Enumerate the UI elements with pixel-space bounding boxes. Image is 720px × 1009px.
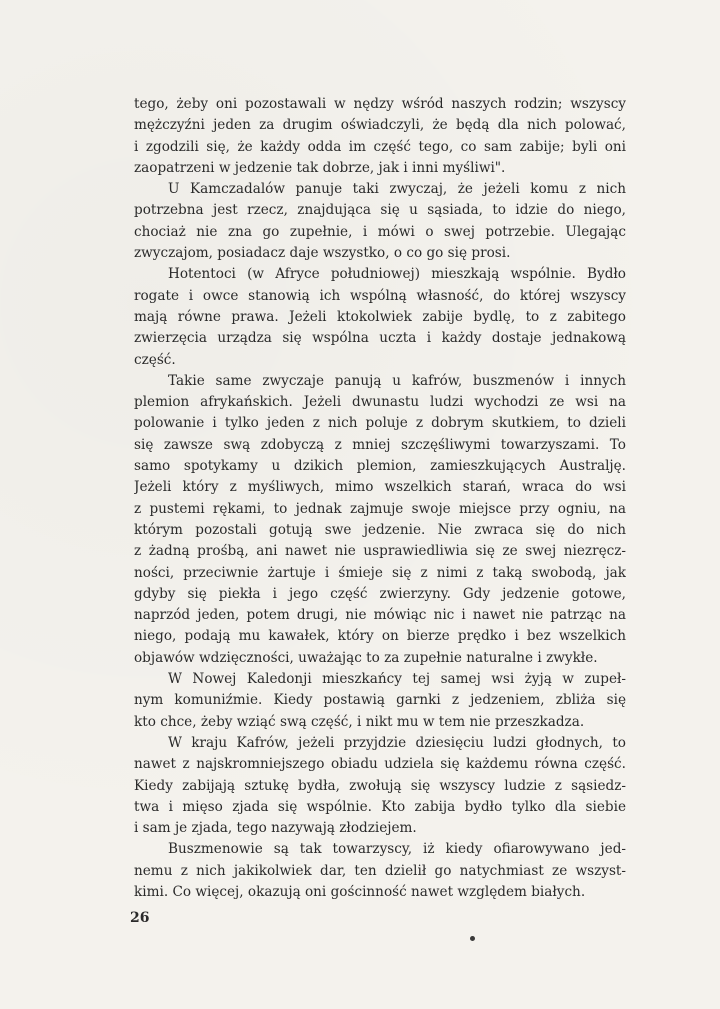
paragraph — [134, 733, 626, 839]
text-line: i zgodzili się, że każdy odda im część tego, co sam zabije; byli oni — [134, 138, 626, 155]
text-line: rogate i owce stanowią ich wspólną własność, do której wszyscy — [134, 287, 626, 304]
text-line: Jeżeli który z myśliwych, mimo wszelkich starań, wraca do wsi — [134, 479, 626, 496]
text-line: gdyby się piekła i jego część zwierzyny. Gdy jedzenie gotowe, — [134, 585, 626, 602]
text-line: nawet z najskromniejszego obiadu udziela się każdemu równa część. — [134, 756, 626, 773]
text-line: naprzód jeden, potem drugi, nie mówiąc nic i nawet nie patrząc na — [134, 607, 626, 624]
text-line: mają równe prawa. Jeżeli ktokolwiek zabije bydlę, to z zabitego — [134, 308, 626, 325]
text-line: twa i mięso zjada się wspólnie. Kto zabija bydło tylko dla siebie — [134, 798, 626, 815]
text-line: się zawsze swą zdobyczą z mniej szczęśliwymi towarzyszami. To — [134, 436, 626, 453]
text-line: nym komuniźmie. Kiedy postawią garnki z jedzeniem, zbliża się — [134, 692, 626, 709]
text-line: plemion afrykańskich. Jeżeli dwunastu ludzi wychodzi ze wsi na — [134, 394, 626, 411]
paragraph — [134, 669, 626, 733]
text-line: część. — [134, 351, 176, 368]
text-line: chociaż nie zna go zupełnie, i mówi o swej potrzebie. Ulegając — [134, 223, 626, 240]
text-line: objawów wdzięczności, uważając to za zupełnie naturalne i zwykłe. — [134, 649, 598, 666]
text-line: nemu z nich jakikolwiek dar, ten dzielił go natychmiast ze wszyst- — [134, 862, 626, 879]
paragraph — [134, 839, 626, 903]
text-line: W kraju Kafrów, jeżeli przyjdzie dziesięciu ludzi głodnych, to — [168, 734, 626, 751]
text-line: U Kamczadalów panuje taki zwyczaj, że jeżeli komu z nich — [168, 181, 626, 198]
text-line: potrzebna jest rzecz, znajdująca się u sąsiada, to idzie do niego, — [134, 202, 626, 219]
paragraph — [134, 371, 626, 669]
paragraph — [134, 264, 626, 370]
text-line: którym pozostali gotują swe jedzenie. Nie zwraca się do nich — [134, 521, 626, 538]
text-line: zwierzęcia urządza się wspólna uczta i każdy dostaje jednakową — [134, 330, 626, 347]
text-line: tego, żeby oni pozostawali w nędzy wśród naszych rodzin; wszyscy — [134, 96, 626, 112]
text-line: Hotentoci (w Afryce południowej) mieszkają wspólnie. Bydło — [168, 266, 626, 283]
text-line: kto chce, żeby wziąć swą część, i nikt mu w tem nie przeszkadza. — [134, 713, 585, 730]
text-line: Buszmenowie są tak towarzyscy, iż kiedy ofiarowywano jed- — [168, 841, 626, 858]
text-line: Kiedy zabijają sztukę bydła, zwołują się wszyscy ludzie z sąsiedz- — [134, 777, 626, 794]
body-text — [134, 94, 626, 903]
text-line: zwyczajom, posiadacz daje wszystko, o co go się prosi. — [134, 245, 511, 262]
text-line: ności, przeciwnie żartuje i śmieje się z nimi z taką swobodą, jak — [134, 564, 626, 581]
paragraph — [134, 94, 626, 179]
text-line: W Nowej Kaledonji mieszkańcy tej samej wsi żyją w zupeł- — [168, 671, 626, 688]
page-number: 26 — [130, 910, 150, 926]
text-line: z żadną prośbą, ani nawet nie usprawiedliwia się ze swej niezręcz- — [134, 543, 626, 560]
ink-speck — [470, 936, 475, 941]
text-line: Takie same zwyczaje panują u kafrów, buszmenów i innych — [168, 372, 626, 389]
text-line: zaopatrzeni w jedzenie tak dobrze, jak i inni myśliwi". — [134, 159, 506, 176]
text-line: z pustemi rękami, to jednak zajmuje swoje miejsce przy ogniu, na — [134, 500, 626, 517]
text-line: samo spotykamy u dzikich plemion, zamieszkujących Australję. — [134, 458, 626, 475]
text-line: niego, podają mu kawałek, który on bierze prędko i bez wszelkich — [134, 628, 626, 645]
text-line: kimi. Co więcej, okazują oni gościnność nawet względem białych. — [134, 883, 586, 900]
paragraph — [134, 179, 626, 264]
text-line: polowanie i tylko jeden z nich poluje z dobrym skutkiem, to dzieli — [134, 415, 626, 432]
text-line: i sam je zjada, tego nazywają złodziejem. — [134, 820, 417, 837]
text-line: mężczyźni jeden za drugim oświadczyli, że będą dla nich polować, — [134, 117, 626, 134]
